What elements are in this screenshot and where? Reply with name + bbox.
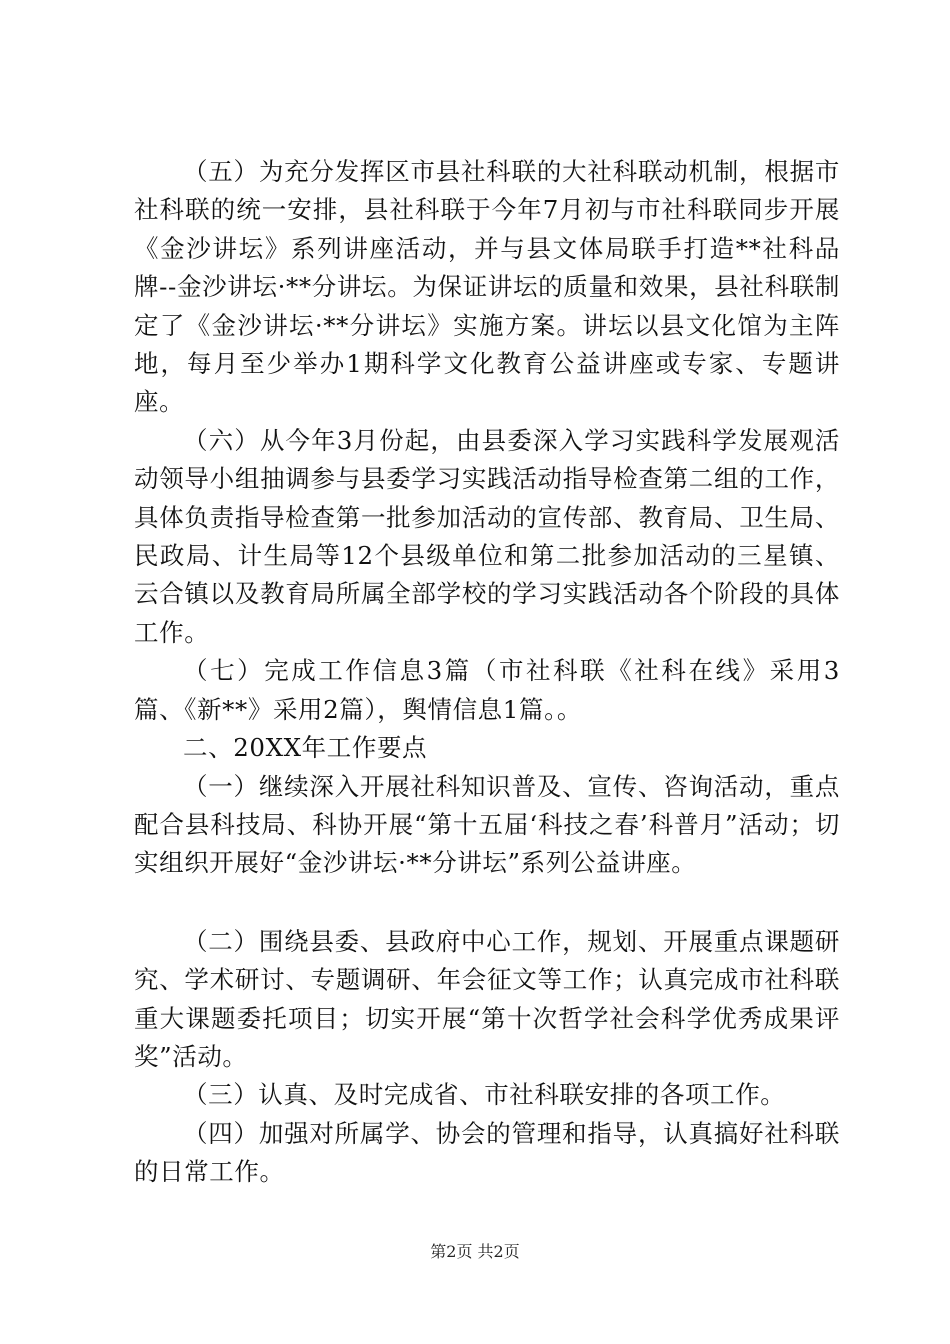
work-point-4: （四）加强对所属学、协会的管理和指导，认真搞好社科联的日常工作。 bbox=[134, 1118, 840, 1187]
paragraph-gap bbox=[134, 883, 840, 923]
work-point-3: （三）认真、及时完成省、市社科联安排的各项工作。 bbox=[183, 1080, 786, 1110]
document-body bbox=[134, 153, 840, 1192]
work-point-1: （一）继续深入开展社科知识普及、宣传、咨询活动，重点配合县科技局、科协开展“第十五届‘科技之春’科普月”活动；切实组织开展好“金沙讲坛·**分讲坛”系列公益讲座。 bbox=[134, 771, 840, 878]
paragraph-6: （六）从今年3月份起，由县委深入学习实践科学发展观活动领导小组抽调参与县委学习实践活动指导检查第二组的工作，具体负责指导检查第一批参加活动的宣传部、教育局、卫生局、民政局、计生局等12个县级单位和第二批参加活动的三星镇、云合镇以及教育局所属全部学校的学习实践活动各个阶段的具体工作。 bbox=[134, 425, 840, 647]
work-point-2: （二）围绕县委、县政府中心工作，规划、开展重点课题研究、学术研讨、专题调研、年会征文等工作；认真完成市社科联重大课题委托项目；切实开展“第十次哲学社会科学优秀成果评奖”活动。 bbox=[134, 926, 840, 1071]
paragraph-7: （七）完成工作信息3篇（市社科联《社科在线》采用3篇、《新**》采用2篇），舆情信息1篇。。 bbox=[134, 656, 840, 724]
section-heading-2: 二、20XX年工作要点 bbox=[183, 733, 428, 763]
page-number-footer: 第2页 共2页 bbox=[430, 1242, 520, 1261]
paragraph-5: （五）为充分发挥区市县社科联的大社科联动机制，根据市社科联的统一安排，县社科联于今年7月初与市社科联同步开展《金沙讲坛》系列讲座活动，并与县文体局联手打造**社科品牌--金沙讲坛·**分讲坛。为保证讲坛的质量和效果，县社科联制定了《金沙讲坛·**分讲坛》实施方案。讲坛以县文化馆为主阵地，每月至少举办1期科学文化教育公益讲座或专家、专题讲座。 bbox=[134, 157, 840, 417]
